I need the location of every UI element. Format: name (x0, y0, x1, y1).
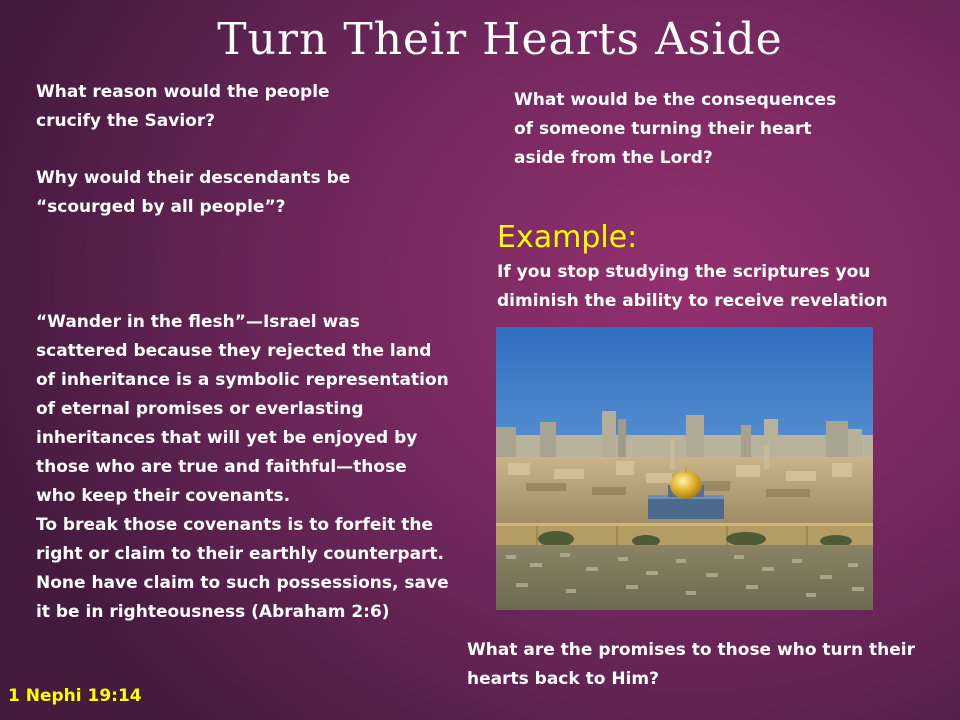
wander-explanation: “Wander in the flesh”—Israel was scattered because they rejected the land of inheritance is a symbolic representation of eternal promises or everlasting inheritances that will yet be enjoyed by those who are true and faithful—those who keep their covenants. To break those covenants is to forfeit the right or claim to their earthly counterpart. None have claim to such possessions, save it be in righteousness (Abraham 2:6) (36, 312, 449, 622)
scripture-reference: 1 Nephi 19:14 (8, 686, 142, 706)
question-crucify: What reason would the people crucify the Savior? (36, 82, 330, 131)
example-text: If you stop studying the scriptures you diminish the ability to receive revelation (497, 262, 888, 311)
jerusalem-photo (496, 327, 873, 610)
slide-title: Turn Their Hearts Aside (217, 14, 783, 65)
question-promises: What are the promises to those who turn their hearts back to Him? (467, 640, 916, 689)
question-scourged: Why would their descendants be “scourged by all people”? (36, 168, 351, 217)
question-consequences: What would be the consequences of someone turning their heart aside from the Lord? (514, 90, 837, 168)
example-heading: Example: (497, 220, 638, 255)
